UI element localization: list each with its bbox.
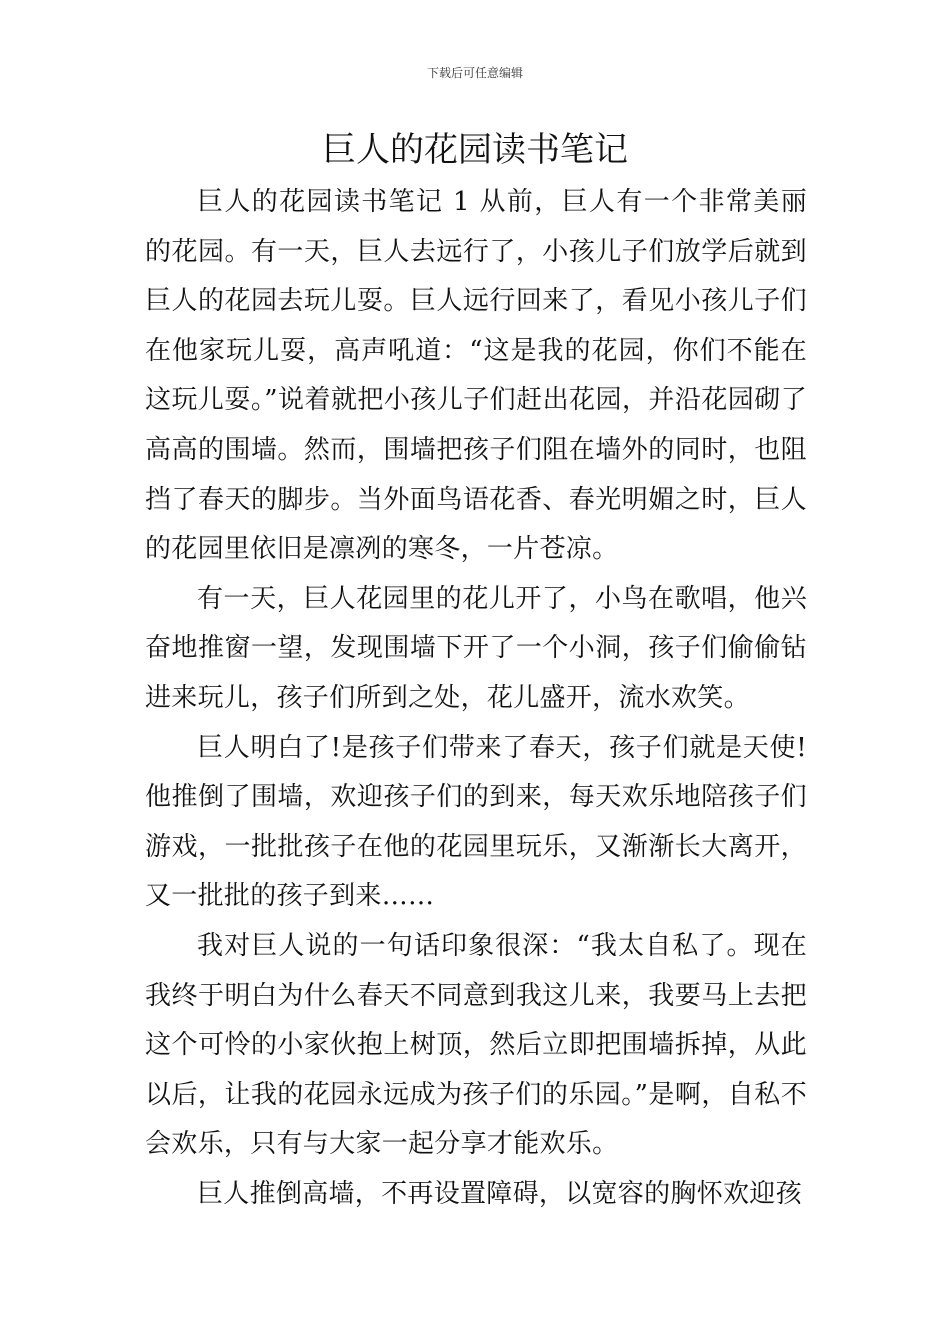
header-note: 下载后可任意编辑 <box>426 66 523 80</box>
paragraph: 有一天，巨人花园里的花儿开了，小鸟在歌唱，他兴奋地推窗一望，发现围墙下开了一个小洞，孩子们偷偷钻进来玩儿，孩子们所到之处，花儿盛开，流水欢笑。 <box>145 583 807 713</box>
paragraph: 巨人的花园读书笔记 1 从前，巨人有一个非常美丽的花园。有一天，巨人去远行了，小孩儿子们放学后就到巨人的花园去玩儿耍。巨人远行回来了，看见小孩儿子们在他家玩儿耍，高声吼道：“这是我的花园，你们不能在这玩儿耍。”说着就把小孩儿子们赶出花园，并沿花园砌了高高的围墙。然而，围墙把孩子们阻在墙外的同时，也阻挡了春天的脚步。当外面鸟语花香、春光明媚之时，巨人的花园里依旧是凛冽的寒冬，一片苍凉。 <box>145 187 807 565</box>
paragraph: 巨人明白了!是孩子们带来了春天，孩子们就是天使!他推倒了围墙，欢迎孩子们的到来，每天欢乐地陪孩子们游戏，一批批孩子在他的花园里玩乐，又渐渐长大离开，又一批批的孩子到来…… <box>145 732 807 912</box>
document-title: 巨人的花园读书笔记 <box>322 130 628 170</box>
document-body <box>145 178 807 1219</box>
paragraph: 我对巨人说的一句话印象很深：“我太自私了。现在我终于明白为什么春天不同意到我这儿来，我要马上去把这个可怜的小家伙抱上树顶，然后立即把围墙拆掉，从此以后，让我的花园永远成为孩子们的乐园。”是啊，自私不会欢乐，只有与大家一起分享才能欢乐。 <box>145 930 807 1160</box>
paragraph: 巨人推倒高墙，不再设置障碍，以宽容的胸怀欢迎孩 <box>197 1178 802 1209</box>
